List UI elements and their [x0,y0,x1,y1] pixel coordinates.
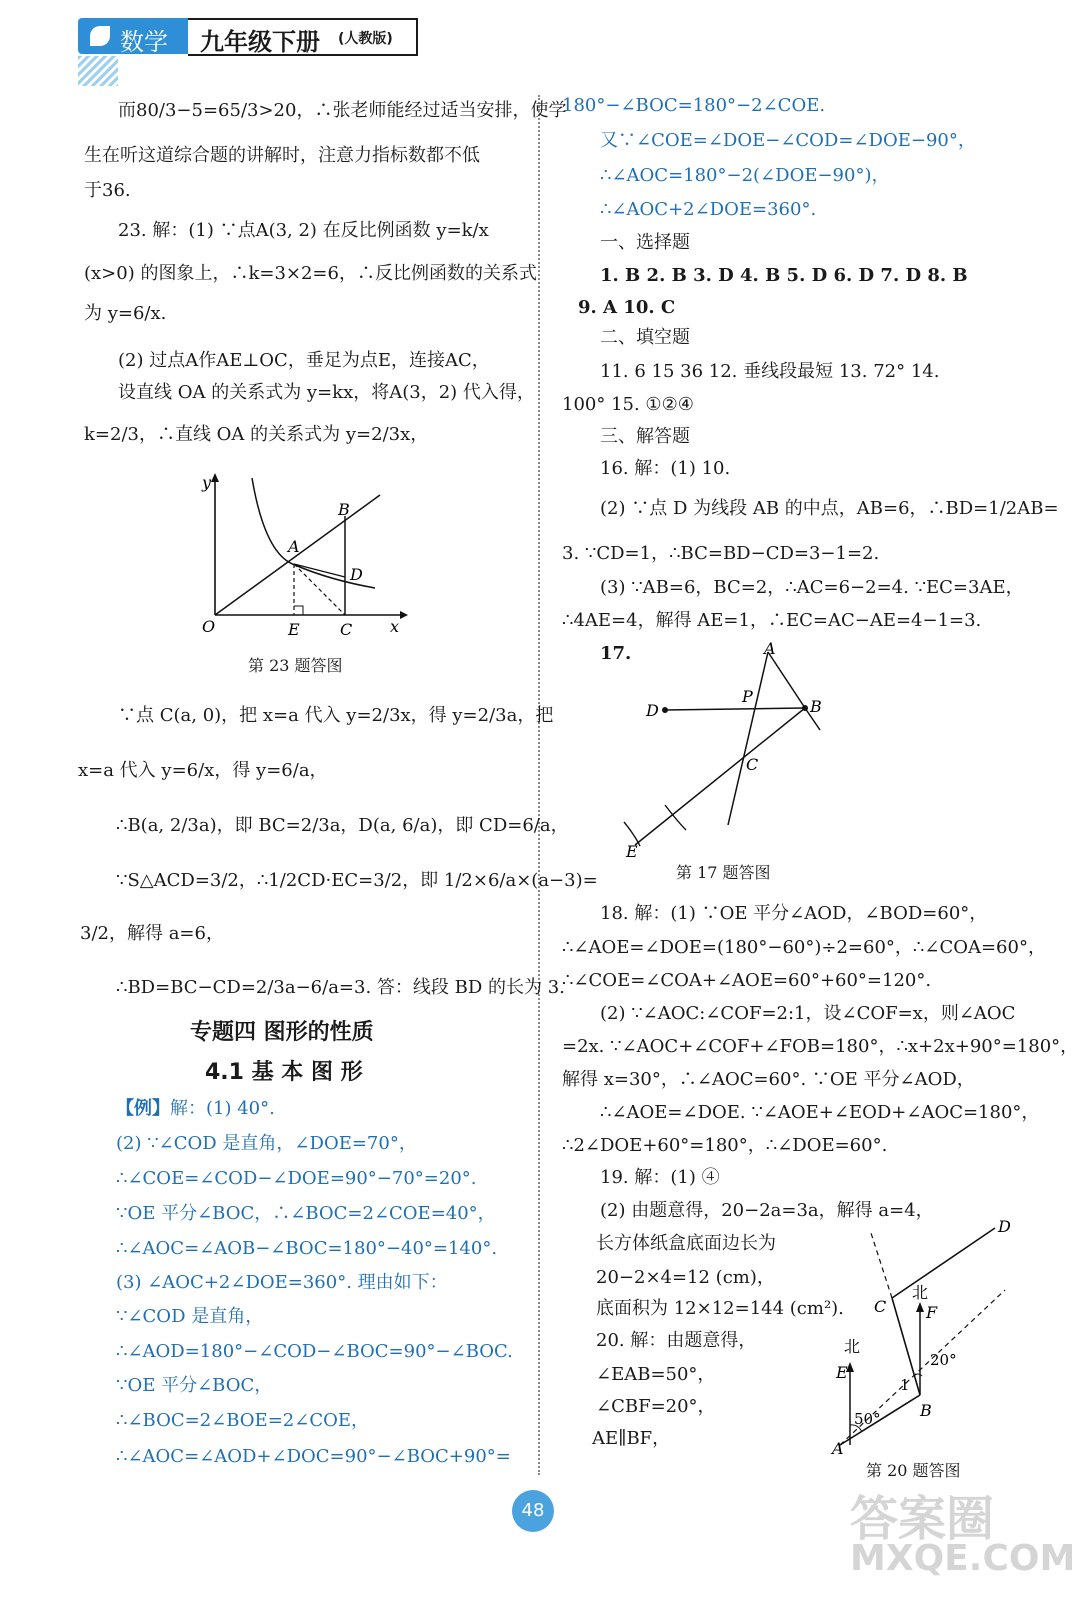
column-divider [538,95,540,1475]
text-line: 设直线 OA 的关系式为 y=kx，将A(3，2) 代入得， [118,382,535,403]
text-line: (3) ∠AOC+2∠DOE=360°. 理由如下： [116,1272,448,1293]
point-label-a: A [288,537,300,556]
text-line: ∠EAB=50°， [596,1364,716,1385]
subheading: 二、填空题 [600,327,690,348]
point-label-e: E [836,1363,848,1382]
subheading: 一、选择题 [600,232,690,253]
axis-label-x: x [390,617,400,636]
text-line: 为 y=6/x. [84,303,167,324]
text-line: ∴∠AOC=180°−2(∠DOE−90°)， [600,165,890,186]
point-label-a: A [764,639,776,658]
text-line: ∵OE 平分∠BOC，∴∠BOC=2∠COE=40°， [116,1203,496,1224]
text-line: ∴∠AOE=∠DOE=(180°−60°)÷2=60°，∴∠COA=60°， [562,937,1046,958]
figure-20 [820,1210,1035,1460]
text-line: (2) 过点A作AE⊥OC，垂足为点E，连接AC， [118,350,490,371]
figure-caption: 第 17 题答图 [676,863,771,882]
text-line: ∴BD=BC−CD=2/3a−6/a=3. 答：线段 BD 的长为 3. [116,977,565,998]
text-line: ∴∠AOE=∠DOE. ∵∠AOE+∠EOD+∠AOC=180°， [600,1102,1040,1123]
text-line: k=2/3，∴直线 OA 的关系式为 y=2/3x， [84,424,429,445]
topic-heading: 专题四 图形的性质 [190,1020,374,1045]
text-line: (2) ∵∠COD 是直角，∠DOE=70°， [116,1133,417,1154]
watermark [840,1480,1076,1590]
figure-caption: 第 23 题答图 [248,656,343,675]
section-heading: 4.1 基 本 图 形 [205,1060,363,1085]
point-label-e: E [626,842,638,861]
text-line: AE∥BF， [592,1428,671,1449]
text-line: 又∵∠COE=∠DOE−∠COD=∠DOE−90°， [600,130,976,151]
text-line: ∴∠BOC=2∠BOE=2∠COE， [116,1410,369,1431]
point-label-d: D [646,701,659,720]
angle-label: 20° [930,1351,957,1369]
edition-label: (人教版) [338,31,393,47]
text-line: 16. 解：(1) 10. [600,458,731,479]
text-line: ∴∠COE=∠COD−∠DOE=90°−70°=20°. [116,1168,477,1189]
grade-box [188,18,418,56]
point-label-b: B [338,500,350,519]
text-line: 1. B 2. B 3. D 4. B 5. D 6. D 7. D 8. B [600,265,968,286]
subheading: 三、解答题 [600,426,690,447]
point-label-p: P [742,687,753,706]
text-line: 解：(1) 40°. [170,1098,275,1119]
page-number: 48 [512,1490,554,1532]
text-line: 11. 6 15 36 12. 垂线段最短 13. 72° 14. [600,361,940,382]
text-line: 23. 解：(1) ∵点A(3, 2) 在反比例函数 y=k/x [118,220,489,241]
point-label-e: E [288,620,300,639]
text-line: (3) ∵AB=6，BC=2，∴AC=6−2=4. ∵EC=3AE， [600,577,1024,598]
text-line: (x>0) 的图象上，∴k=3×2=6，∴反比例函数的关系式 [84,263,537,284]
text-line: 长方体纸盒底面边长为 [596,1233,776,1254]
text-line: 解得 x=30°，∴∠AOC=60°. ∵OE 平分∠AOD， [562,1069,975,1090]
subject-badge [78,18,188,54]
text-line: ∵OE 平分∠BOC， [116,1375,273,1396]
text-line: 20−2×4=12 (cm)， [596,1267,775,1288]
example-tag: 【例】 [116,1098,170,1119]
point-label-d: D [350,565,363,584]
text-line: ∴∠AOC+2∠DOE=360°. [600,199,817,220]
text-line: 而80/3−5=65/3>20，∴张老师能经过适当安排，使学 [118,100,567,121]
angle-label: 1 [900,1376,910,1394]
point-label-c: C [874,1297,887,1316]
axis-label-y: y [202,473,212,492]
text-line: 3. ∵CD=1，∴BC=BD−CD=3−1=2. [562,543,880,564]
text-line: 3/2，解得 a=6， [80,923,224,944]
figure-17 [620,640,840,860]
watermark-url: MXQE.COM [850,1538,1076,1579]
text-line: ∴2∠DOE+60°=180°，∴∠DOE=60°. [562,1135,888,1156]
point-label-f: F [926,1303,938,1322]
page-header [78,18,418,54]
text-line: 9. A 10. C [578,297,676,318]
text-line: 生在听这道综合题的讲解时，注意力指标数都不低 [84,145,480,166]
point-label-c: C [340,620,353,639]
point-label-o: O [202,617,216,636]
grade-label: 九年级下册 [200,28,320,56]
watermark-text: 答案圈 [850,1491,995,1547]
text-line: =2x. ∵∠AOC+∠COF+∠FOB=180°，∴x+2x+90°=180°， [562,1036,1078,1057]
text-line: ∴∠AOC=∠AOB−∠BOC=180°−40°=140°. [116,1238,498,1259]
text-line: ∵S△ACD=3/2，∴1/2CD·EC=3/2，即 1/2×6/a×(a−3)= [116,870,598,891]
text-line: (2) ∵点 D 为线段 AB 的中点，AB=6，∴BD=1/2AB= [600,498,1059,519]
text-line: ∴4AE=4，解得 AE=1，∴EC=AC−AE=4−1=3. [562,610,982,631]
subject-label: 数学 [120,28,168,56]
text-line: 19. 解：(1) ④ [600,1167,720,1188]
text-line: 18. 解：(1) ∵OE 平分∠AOD，∠BOD=60°， [600,903,988,924]
text-line: ∴∠AOC=∠AOD+∠DOC=90°−∠BOC+90°= [116,1446,511,1467]
text-line: ∠CBF=20°， [596,1396,716,1417]
text-line: 于36. [84,180,131,201]
header-stripes [78,56,118,86]
point-label-c: C [746,755,759,774]
text-line: 100° 15. ①②④ [562,394,694,415]
text-line: 180°−∠BOC=180°−2∠COE. [562,95,826,116]
text-line: 底面积为 12×12=144 (cm²). [596,1298,844,1319]
text-line: ∵点 C(a, 0)，把 x=a 代入 y=2/3x，得 y=2/3a，把 [118,705,554,726]
figure-caption: 第 20 题答图 [866,1461,961,1480]
point-label-a: A [832,1439,844,1458]
text-line: ∴∠COE=∠COA+∠AOE=60°+60°=120°. [562,970,932,991]
text-line: 20. 解：由题意得， [596,1330,757,1351]
text-line: ∴∠AOD=180°−∠COD−∠BOC=90°−∠BOC. [116,1341,513,1362]
point-label-b: B [810,697,822,716]
leaf-icon [90,26,110,46]
text-line: x=a 代入 y=6/x，得 y=6/a， [78,760,328,781]
north-label: 北 [912,1283,929,1302]
text-line: (2) ∵∠AOC:∠COF=2:1，设∠COF=x，则∠AOC [600,1003,1016,1024]
point-label-b: B [920,1401,932,1420]
angle-label: 50° [854,1410,881,1428]
text-line: ∴B(a, 2/3a)，即 BC=2/3a，D(a, 6/a)，即 CD=6/a， [116,815,569,836]
north-label: 北 [844,1337,861,1356]
question-number: 17. [600,643,632,664]
figure-23 [190,470,420,650]
point-label-d: D [998,1217,1011,1236]
text-line: ∵∠COD 是直角， [116,1306,264,1327]
text-line: (2) 由题意得，20−2a=3a，解得 a=4， [600,1200,934,1221]
